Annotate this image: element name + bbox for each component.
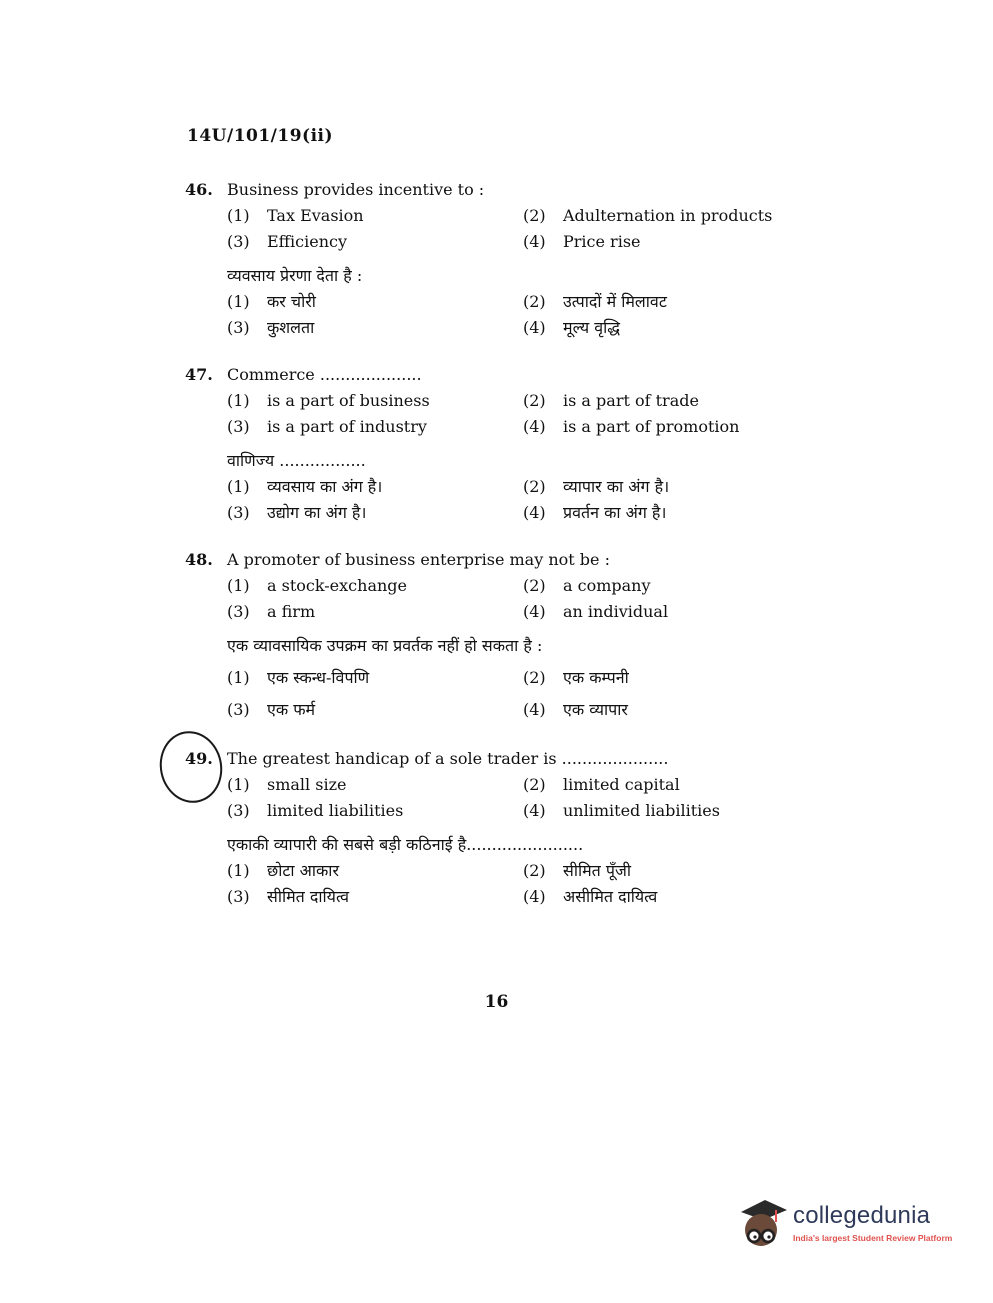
- question-text: Business provides incentive to :: [227, 180, 485, 199]
- option-2: (2) is a part of trade: [523, 391, 699, 410]
- option-1: (1) small size: [227, 775, 347, 794]
- page-number: 16: [484, 992, 509, 1012]
- option-3-hindi: (3) सीमित दायित्व: [227, 887, 350, 906]
- question-49: [185, 746, 825, 910]
- collegedunia-watermark: [735, 1196, 965, 1256]
- option-1-hindi: (1) एक स्कन्ध-विपणि: [227, 668, 370, 687]
- option-1-hindi: (1) कर चोरी: [227, 292, 316, 311]
- paper-code: 14U/101/19(ii): [187, 126, 334, 146]
- option-1: (1) is a part of business: [227, 391, 430, 410]
- option-2-hindi: (2) व्यापार का अंग है।: [523, 477, 670, 496]
- question-text-hindi: एक व्यावसायिक उपक्रम का प्रवर्तक नहीं हो सकता है :: [227, 636, 543, 655]
- option-2-hindi: (2) एक कम्पनी: [523, 668, 629, 687]
- option-4-hindi: (4) मूल्य वृद्धि: [523, 318, 621, 337]
- option-1: (1) a stock-exchange: [227, 576, 407, 595]
- option-4-hindi: (4) प्रवर्तन का अंग है।: [523, 503, 667, 522]
- option-4: (4) is a part of promotion: [523, 417, 740, 436]
- question-number: 48.: [185, 550, 213, 569]
- brand-tagline: India's largest Student Review Platform: [793, 1233, 953, 1243]
- question-47: [185, 362, 825, 526]
- question-number: 46.: [185, 180, 213, 199]
- question-48: [185, 547, 825, 723]
- option-3-hindi: (3) कुशलता: [227, 318, 315, 337]
- option-4-hindi: (4) असीमित दायित्व: [523, 887, 658, 906]
- question-text: Commerce ....................: [227, 365, 422, 384]
- question-text: The greatest handicap of a sole trader is .....................: [227, 749, 669, 768]
- option-3: (3) a firm: [227, 602, 316, 621]
- question-number: 47.: [185, 365, 213, 384]
- option-2-hindi: (2) उत्पादों में मिलावट: [523, 292, 667, 311]
- option-3-hindi: (3) एक फर्म: [227, 700, 316, 719]
- question-text-hindi: वाणिज्य .................: [227, 451, 366, 470]
- option-2-hindi: (2) सीमित पूँजी: [523, 861, 631, 880]
- option-1-hindi: (1) छोटा आकार: [227, 861, 339, 880]
- option-3: (3) Efficiency: [227, 232, 348, 251]
- option-4: (4) unlimited liabilities: [523, 801, 720, 820]
- option-2: (2) limited capital: [523, 775, 680, 794]
- question-text-hindi: एकाकी व्यापारी की सबसे बड़ी कठिनाई है.......................: [227, 835, 584, 854]
- option-3: (3) is a part of industry: [227, 417, 427, 436]
- brand-name: collegedunia: [793, 1202, 931, 1229]
- question-number: 49.: [185, 749, 213, 768]
- option-1-hindi: (1) व्यवसाय का अंग है।: [227, 477, 383, 496]
- option-4-hindi: (4) एक व्यापार: [523, 700, 628, 719]
- question-text: A promoter of business enterprise may not be :: [227, 550, 610, 569]
- option-3: (3) limited liabilities: [227, 801, 404, 820]
- option-1: (1) Tax Evasion: [227, 206, 364, 225]
- option-2: (2) a company: [523, 576, 651, 595]
- option-3-hindi: (3) उद्योग का अंग है।: [227, 503, 367, 522]
- option-4: (4) an individual: [523, 602, 669, 621]
- option-4: (4) Price rise: [523, 232, 641, 251]
- question-text-hindi: व्यवसाय प्रेरणा देता है :: [227, 266, 363, 285]
- question-46: [185, 177, 825, 341]
- mascot-logo-icon: [735, 1196, 791, 1254]
- option-2: (2) Adulternation in products: [523, 206, 773, 225]
